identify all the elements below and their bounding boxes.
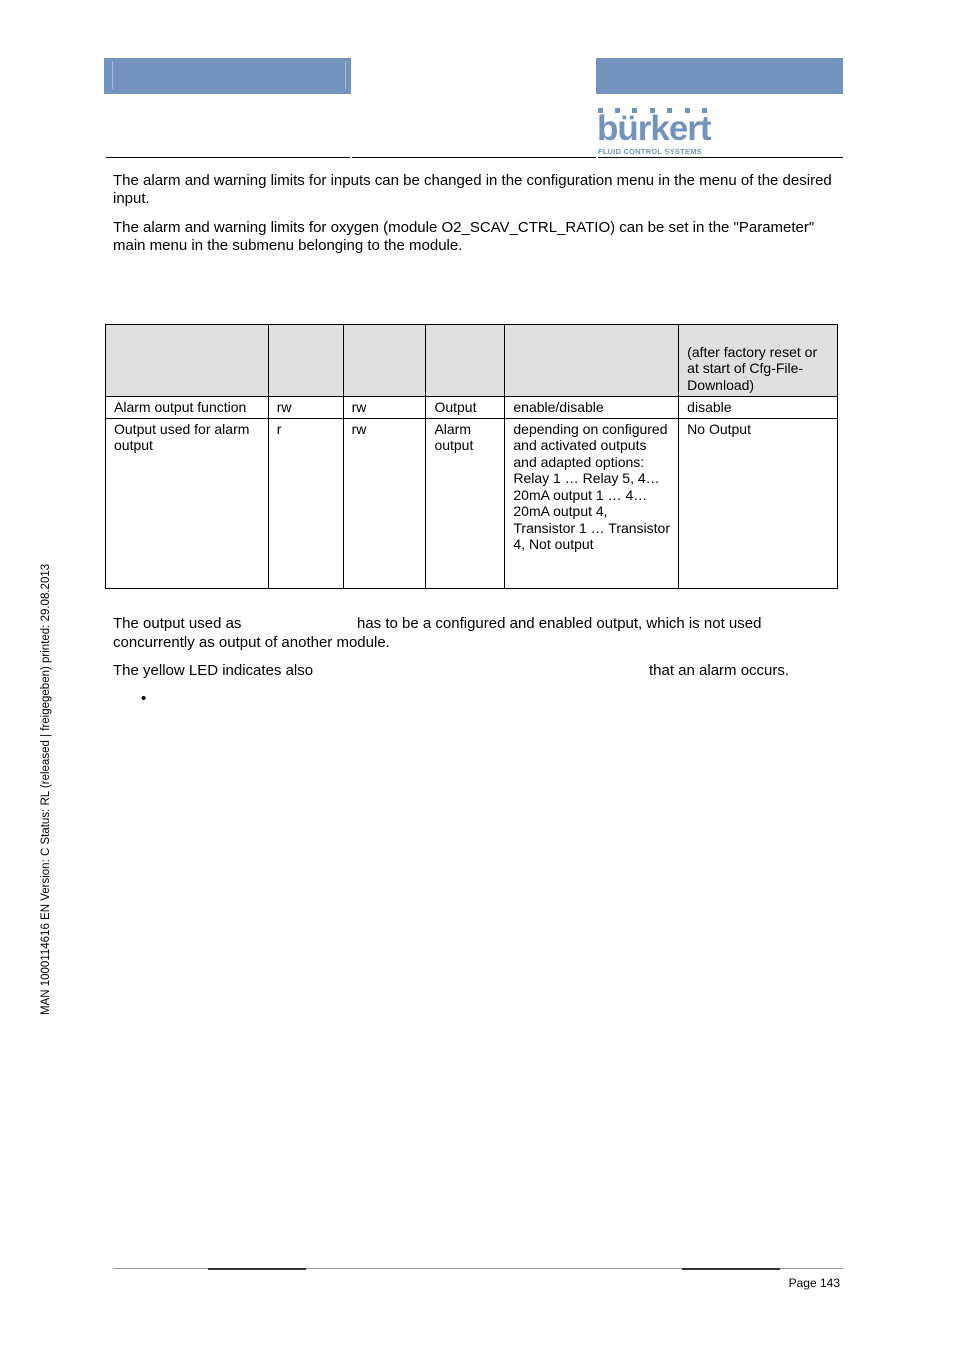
header-bar-left	[104, 58, 351, 94]
cell-range: enable/disable	[505, 397, 679, 419]
cell-range: depending on configured and activated outputs and adapted options: Relay 1 … Relay 5, 4…20mA output 1 … 4…20mA output 4, Transistor 1 … Transistor 4, Not output	[505, 418, 679, 588]
header-rule-1	[106, 157, 350, 158]
header-cell	[426, 325, 505, 397]
cell-col3: rw	[343, 418, 426, 588]
cell-default: No Output	[679, 418, 838, 588]
logo-wordmark: bürkert	[597, 109, 711, 148]
document-status-sidebar: MAN 1000114616 EN Version: C Status: RL (released | freigegeben) printed: 29.08.2013	[40, 563, 52, 1015]
cell-type: Output	[426, 397, 505, 419]
page-number: Page 143	[788, 1276, 840, 1290]
footer-rule-accent-1	[208, 1268, 306, 1270]
note-output-line2: concurrently as output of another module.	[113, 634, 390, 651]
intro-paragraph-1: The alarm and warning limits for inputs can be changed in the configuration menu in the menu of the desired input.	[113, 172, 832, 207]
table-header-row	[106, 325, 838, 397]
note-output-suffix: has to be a configured and enabled output, which is not used	[357, 615, 762, 632]
parameter-table	[105, 324, 838, 589]
table-row	[106, 418, 838, 588]
header-bar-right	[596, 58, 843, 94]
header-cell-default: (after factory reset or at start of Cfg-File-Download)	[679, 325, 838, 397]
burkert-logo	[597, 108, 717, 156]
cell-name: Alarm output function	[106, 397, 269, 419]
header-cell	[505, 325, 679, 397]
cell-name: Output used for alarm output	[106, 418, 269, 588]
header-cell	[343, 325, 426, 397]
logo-subtitle: FLUID CONTROL SYSTEMS	[598, 147, 702, 156]
cell-col3: rw	[343, 397, 426, 419]
intro-paragraph-2: The alarm and warning limits for oxygen (module O2_SCAV_CTRL_RATIO) can be set in the "Parameter" main menu in the submenu belonging to the module.	[113, 219, 815, 254]
table-row	[106, 397, 838, 419]
note-output-prefix: The output used as	[113, 615, 242, 632]
cell-type: Alarm output	[426, 418, 505, 588]
note-led-suffix: that an alarm occurs.	[649, 662, 790, 679]
bullet-point: •	[141, 690, 147, 707]
cell-col2: rw	[268, 397, 343, 419]
note-led-prefix: The yellow LED indicates also	[113, 662, 314, 679]
header-cell	[268, 325, 343, 397]
header-rule-3	[598, 157, 843, 158]
footer-rule-accent-2	[682, 1268, 780, 1270]
cell-default: disable	[679, 397, 838, 419]
header-rule-2	[352, 157, 596, 158]
header-cell	[106, 325, 269, 397]
cell-col2: r	[268, 418, 343, 588]
